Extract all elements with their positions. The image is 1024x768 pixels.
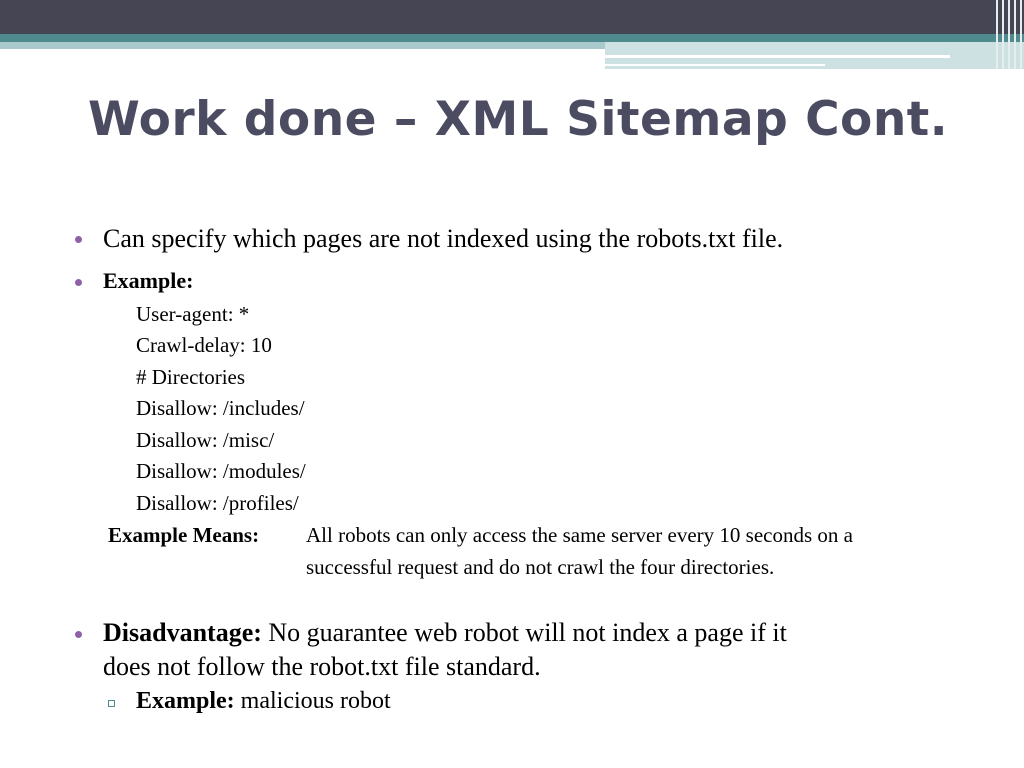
bullet-icon	[75, 236, 82, 243]
disadvantage-text: No guarantee web robot will not index a page if it	[261, 618, 787, 647]
code-line: Disallow: /modules/	[136, 459, 306, 483]
bullet-icon	[75, 631, 82, 638]
sub-bullet-icon	[108, 700, 115, 707]
code-line: User-agent: *	[136, 302, 250, 326]
example-means-text: successful request and do not crawl the four directories.	[306, 555, 775, 579]
bullet-icon	[75, 279, 82, 286]
example-means-text: All robots can only access the same server every 10 seconds on a	[306, 523, 853, 547]
example-means-label: Example Means:	[108, 523, 260, 547]
slide-title: Work done – XML Sitemap Cont.	[88, 92, 949, 147]
code-line: Crawl-delay: 10	[136, 333, 272, 357]
header-stripes	[994, 0, 1024, 69]
disadvantage-label: Disadvantage:	[103, 618, 262, 647]
code-line: Disallow: /misc/	[136, 428, 275, 452]
header-band-line	[605, 55, 950, 58]
header-band-dark	[0, 0, 1024, 34]
code-line: # Directories	[136, 365, 246, 389]
bullet-text: Can specify which pages are not indexed using the robots.txt file.	[103, 224, 784, 253]
sub-example-line	[136, 688, 391, 715]
header-band-line	[605, 64, 825, 66]
disadvantage-line	[103, 618, 787, 648]
header-band-light	[0, 42, 605, 49]
sub-example-text: malicious robot	[234, 688, 391, 714]
sub-example-label: Example:	[136, 688, 235, 714]
example-label: Example:	[103, 268, 194, 293]
header-band-teal	[0, 34, 1024, 42]
disadvantage-text: does not follow the robot.txt file standard.	[103, 652, 541, 681]
code-line: Disallow: /profiles/	[136, 491, 299, 515]
code-line: Disallow: /includes/	[136, 396, 305, 420]
